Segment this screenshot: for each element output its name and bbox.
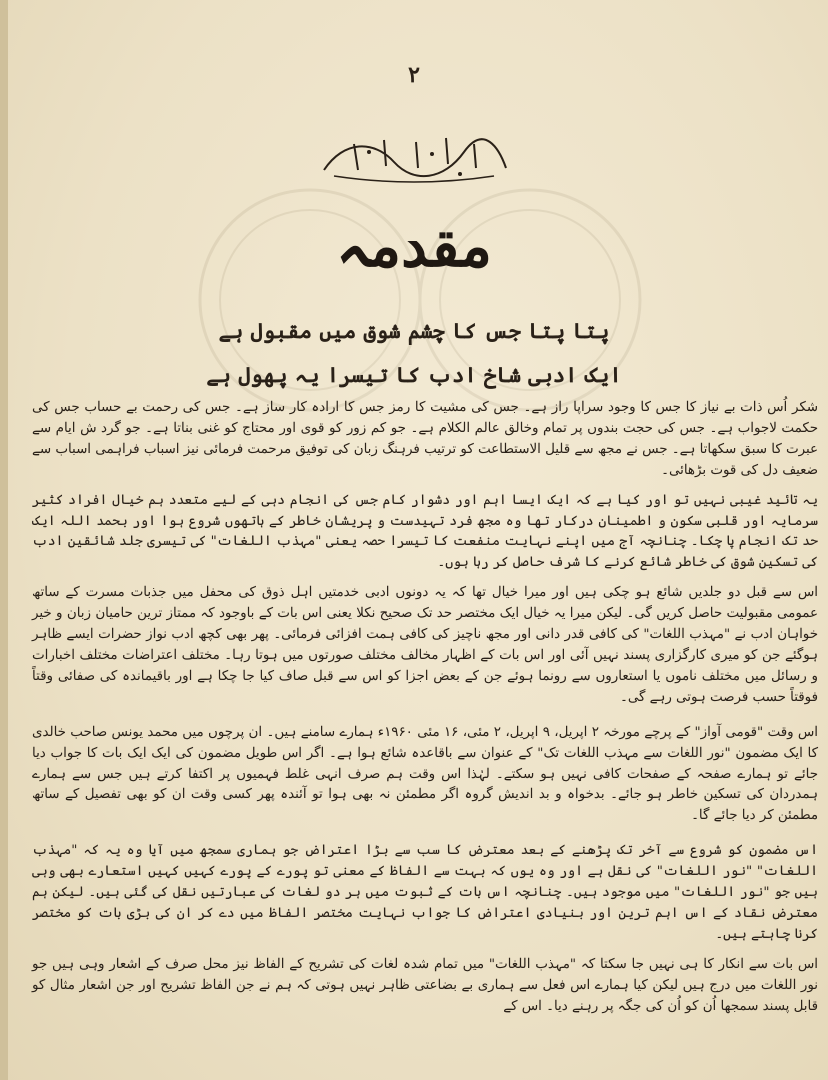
subtitle-line-2: ایک ادبی شاخ ادب کا تیسرا یہ پھول ہے [206, 362, 622, 387]
bismillah-calligraphy [314, 130, 514, 188]
body-text [32, 398, 818, 1026]
page-edge [0, 0, 8, 1080]
subtitle-line-1: پتا پتا جس کا چشم شوق میں مقبول ہے [218, 318, 610, 343]
paragraph: اس سے قبل دو جلدیں شائع ہو چکی ہیں اور میرا خیال تھا کہ یہ دونوں ادبی خدمتیں اہل ذوق کی محفل میں جذبات مسرت کے ساتھ عمومی مقبولیت حاصل کریں گی۔ لیکن میرا یہ خیال ایک مختصر حد تک صحیح نکلا یعنی اس بات کے باوجود کہ ممتاز ترین حامیان زبان و خیر خواہان ادب نے "مہذب اللغات" کی کافی قدر دانی اور مجھ ناچیز کی کافی ہمت افزائی فرمائی۔ پھر بھی کچھ ادب نواز حضرات ایسے ظاہر ہوگئے جن کو میری کارگزاری پسند نہیں آئی اور اس بات کے اظہار مخالف مختلف صورتوں میں ہوتا رہا۔ مختلف اعتراضات مختلف اخبارات و رسائل میں مختلف ناموں یا استعاروں سے رونما ہوئے جن کے بعض اجزا کو اس سے قبل صاف کیا جا چکا ہے اور باقیماندہ کی صفائی وقتاً فوقتاً حسب فرصت ہوتی رہے گی۔ [32, 585, 818, 705]
paragraph: اس مضمون کو شروع سے آخر تک پڑھنے کے بعد معترض کا سب سے بڑا اعتراض جو ہماری سمجھ میں آیا وہ یہ کہ "مہذب اللغات" "نور اللغات" کی نقل ہے اور وہ یوں کہ بہت سے الفاظ کے معنی تو پورے کے پورے کہیں کہیں استعارے بھی وہی ہیں جو "نور اللغات" میں موجود ہیں۔ چنانچہ اس بات کے ثبوت میں ہر دو لغات کی عبارتیں نقل کی گئی ہیں۔ لیکن ہم معترض نقاد کے اس اہم ترین اور بنیادی اعتراض کا جواب نہایت مختصر الفاظ میں دے کر ان کی بڑی بات کو مختصر کرنا چاہتے ہیں۔ [32, 843, 818, 942]
paragraph: اس وقت "قومی آواز" کے پرچے مورخہ ۲ اپریل، ۹ اپریل، ۲ مئی، ۱۶ مئی ۱۹۶۰ء ہمارے سامنے ہیں۔ ان پرچوں میں محمد یونس صاحب خالدی کا ایک مضمون "نور اللغات سے مہذب اللغات تک" کے عنوان سے باقاعدہ شائع ہوا ہے۔ اگر اس طویل مضمون کی ایک ایک بات کا جواب دیا جائے تو ہمارے صفحہ کے صفحات کافی نہیں ہو سکتے۔ لہٰذا اس وقت ہم صرف انہی غلط فہمیوں پر اکتفا کرتے ہیں جس سے ہمارے ہمدردان کی تسکین خاطر ہو جائے۔ بدخواہ و بد اندیش گروہ اگر مطمئن نہ بھی ہوا تو آئندہ پھر کسی وقت ان کو بھی تفصیل کے ساتھ مطمئن کر دیا جائے گا۔ [32, 724, 818, 824]
page-heading: مقدمہ [336, 212, 492, 280]
paragraph: یہ تائید غیبی نہیں تو اور کیا ہے کہ ایک ایسا اہم اور دشوار کام جس کی انجام دہی کے لیے متعدد ہم خیال افراد کثیر سرمایہ اور قلبی سکون و اطمینان درکار تھا وہ مجھ فرد تہیدست و پریشان خاطر کے ہاتھوں شروع ہوا اور بحمد اللہ ایک حد تک انجام پا چکا۔ چنانچہ آج میں اپنے نہایت منفعت کا تیسرا حصہ یعنی "مہذب اللغات" کی تیسری جلد شائقین ادب کی تسکین شوق کی خاطر شائع کرنے کا شرف حاصل کر رہا ہوں۔ [32, 492, 819, 571]
paragraph: اس بات سے انکار کا ہی نہیں جا سکتا کہ "مہذب اللغات" میں تمام شدہ لغات کی تشریح کے الفاظ نیز محل صرف کے اشعار وہی ہیں جو نور اللغات میں درج ہیں لیکن کیا ہمارے اس فعل سے ہماری بے بضاعتی ظاہر نہیں ہوتی کہ ہم نے جن الفاظ تشریح اور جن اشعار مثال کو قابل پسند سمجھا اُن کو اُن کی جگہ پر رہنے دیا۔ اس کے [32, 956, 818, 1014]
page-number: ۲ [408, 62, 420, 88]
paragraph: شکر اُس ذات بے نیاز کا جس کا وجود سراپا راز ہے۔ جس کی مشیت کا رمز جس کا ارادہ کار ساز ہے۔ جس کی رحمت بے حساب جس کی حکمت لاجواب ہے۔ جس کی حجت بندوں پر تمام وخالق عالم الکلام ہے۔ جو کم زور کو قوی اور محتاج کو غنی بناتا ہے۔ جو گرد ش ایام سے عبرت کا سبق سکھاتا ہے۔ جس نے مجھ سے قلیل الاستطاعت کو ترتیب فرہنگ زبان کی توفیق مرحمت فرمائی نیز اسباب فراہمی اسباب سے ضعیف دل کی قوت بڑھائی۔ [32, 400, 818, 478]
